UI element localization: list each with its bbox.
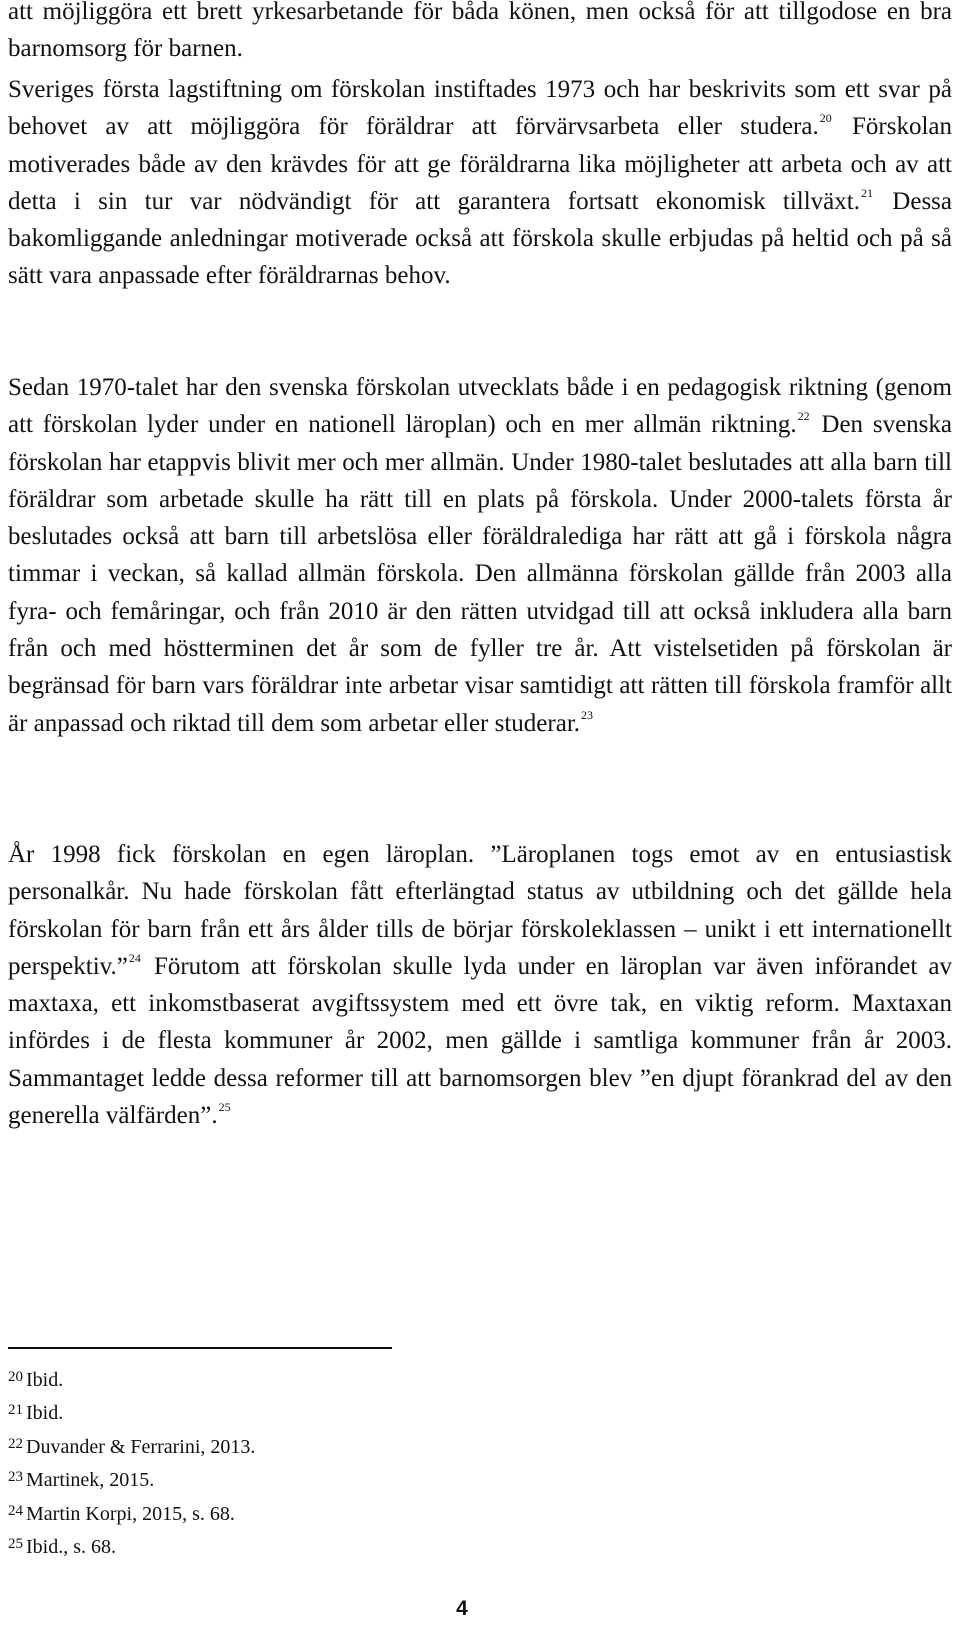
footnote-25: [8, 1529, 608, 1562]
footnote-separator: [8, 1347, 392, 1349]
footnote-reference: 21: [860, 185, 873, 200]
paragraph-text: Sveriges första lagstiftning om förskolan instiftades 1973 och har beskrivits som ett svar på behovet av att möjliggöra för föräldrar att förvärvsarbeta eller studera.: [8, 76, 952, 141]
footnote-reference: 23: [581, 707, 594, 722]
paragraph-1: [8, 0, 952, 68]
footnote-21: [8, 1395, 608, 1428]
footnote-text: Ibid., s. 68.: [26, 1536, 116, 1559]
paragraph-text: Den svenska förskolan har etappvis blivit mer och mer allmän. Under 1980-talet beslutades att alla barn till föräldrar som arbetade skulle ha rätt till en plats på förskola. Under 2000-talets första år beslutades också att barn till arbetslösa eller föräldralediga har rätt att gå i förskola några timmar i veckan, så kallad allmän förskola. Den allmänna förskolan gällde från 2003 alla fyra- och femåringar, och från 2010 är den rätten utvidgad till att också inkludera alla barn från och med höstterminen det år som de fyller tre år. Att vistelsetiden på förskolan är begränsad för barn vars föräldrar inte arbetar visar samtidigt att rätten till förskola framför allt är anpassad och riktad till dem som arbetar eller studerar.: [8, 411, 952, 737]
footnote-reference: 25: [218, 1100, 231, 1115]
paragraph-text: Dessa bakomliggande anledningar motiverade också att förskola skulle erbjudas på heltid och på så sätt vara anpassade efter föräldrarnas behov.: [8, 187, 952, 290]
footnote-text: Duvander & Ferrarini, 2013.: [26, 1435, 256, 1458]
footnote-number: 24: [8, 1502, 23, 1519]
paragraph-3: [8, 369, 952, 742]
footnote-text: Martin Korpi, 2015, s. 68.: [26, 1502, 235, 1525]
footnotes: [8, 1362, 608, 1562]
footnote-24: [8, 1496, 608, 1529]
page-number: 4: [456, 1597, 468, 1620]
footnote-text: Ibid.: [26, 1369, 64, 1391]
footnote-22: [8, 1429, 608, 1462]
footnote-number: 23: [8, 1469, 23, 1486]
footnote-text: Ibid.: [26, 1402, 64, 1425]
paragraph-text: att möjliggöra ett brett yrkesarbetande för båda könen, men också för att tillgodose en bra barnomsorg för barnen.: [8, 0, 952, 63]
footnote-number: 25: [8, 1536, 23, 1553]
footnote-number: 22: [8, 1435, 23, 1452]
footnote-20: [8, 1362, 608, 1395]
paragraph-text: År 1998 fick förskolan en egen läroplan. ”Läroplanen togs emot av en entusiastisk personalkår. Nu hade förskolan fått efterlängtad status av utbildning och det gällde hela förskolan för barn från ett års ålder tills de börjar förskoleklassen – unikt i ett internationellt perspektiv.”: [8, 841, 952, 980]
paragraph-text: Sedan 1970-talet har den svenska förskolan utvecklats både i en pedagogisk riktning (genom att förskolan lyder under en nationell läroplan) och en mer allmän riktning.: [8, 374, 952, 439]
footnote-text: Martinek, 2015.: [26, 1469, 155, 1492]
paragraph-text: Förutom att förskolan skulle lyda under en läroplan var även införandet av maxtaxa, ett inkomstbaserat avgiftssystem med ett övre tak, en viktig reform. Maxtaxan infördes i de flesta kommuner år 2002, men gällde i samtliga kommuner från år 2003. Sammantaget ledde dessa reformer till att barnomsorgen blev ”en djupt förankrad del av den generella välfärden”.: [8, 952, 952, 1130]
footnote-number: 20: [8, 1369, 23, 1385]
paragraph-2: [8, 71, 952, 295]
footnote-reference: 20: [819, 111, 832, 126]
paragraph-4: [8, 836, 952, 1134]
footnote-number: 21: [8, 1402, 23, 1419]
paragraph-text: Förskolan motiverades både av den krävdes för att ge föräldrarna lika möjligheter att arbeta och av att detta i sin tur var nödvändigt för att garantera fortsatt ekonomisk tillväxt.: [8, 113, 953, 215]
footnote-reference: 24: [128, 950, 141, 965]
footnote-reference: 22: [797, 409, 810, 424]
footnote-23: [8, 1462, 608, 1495]
